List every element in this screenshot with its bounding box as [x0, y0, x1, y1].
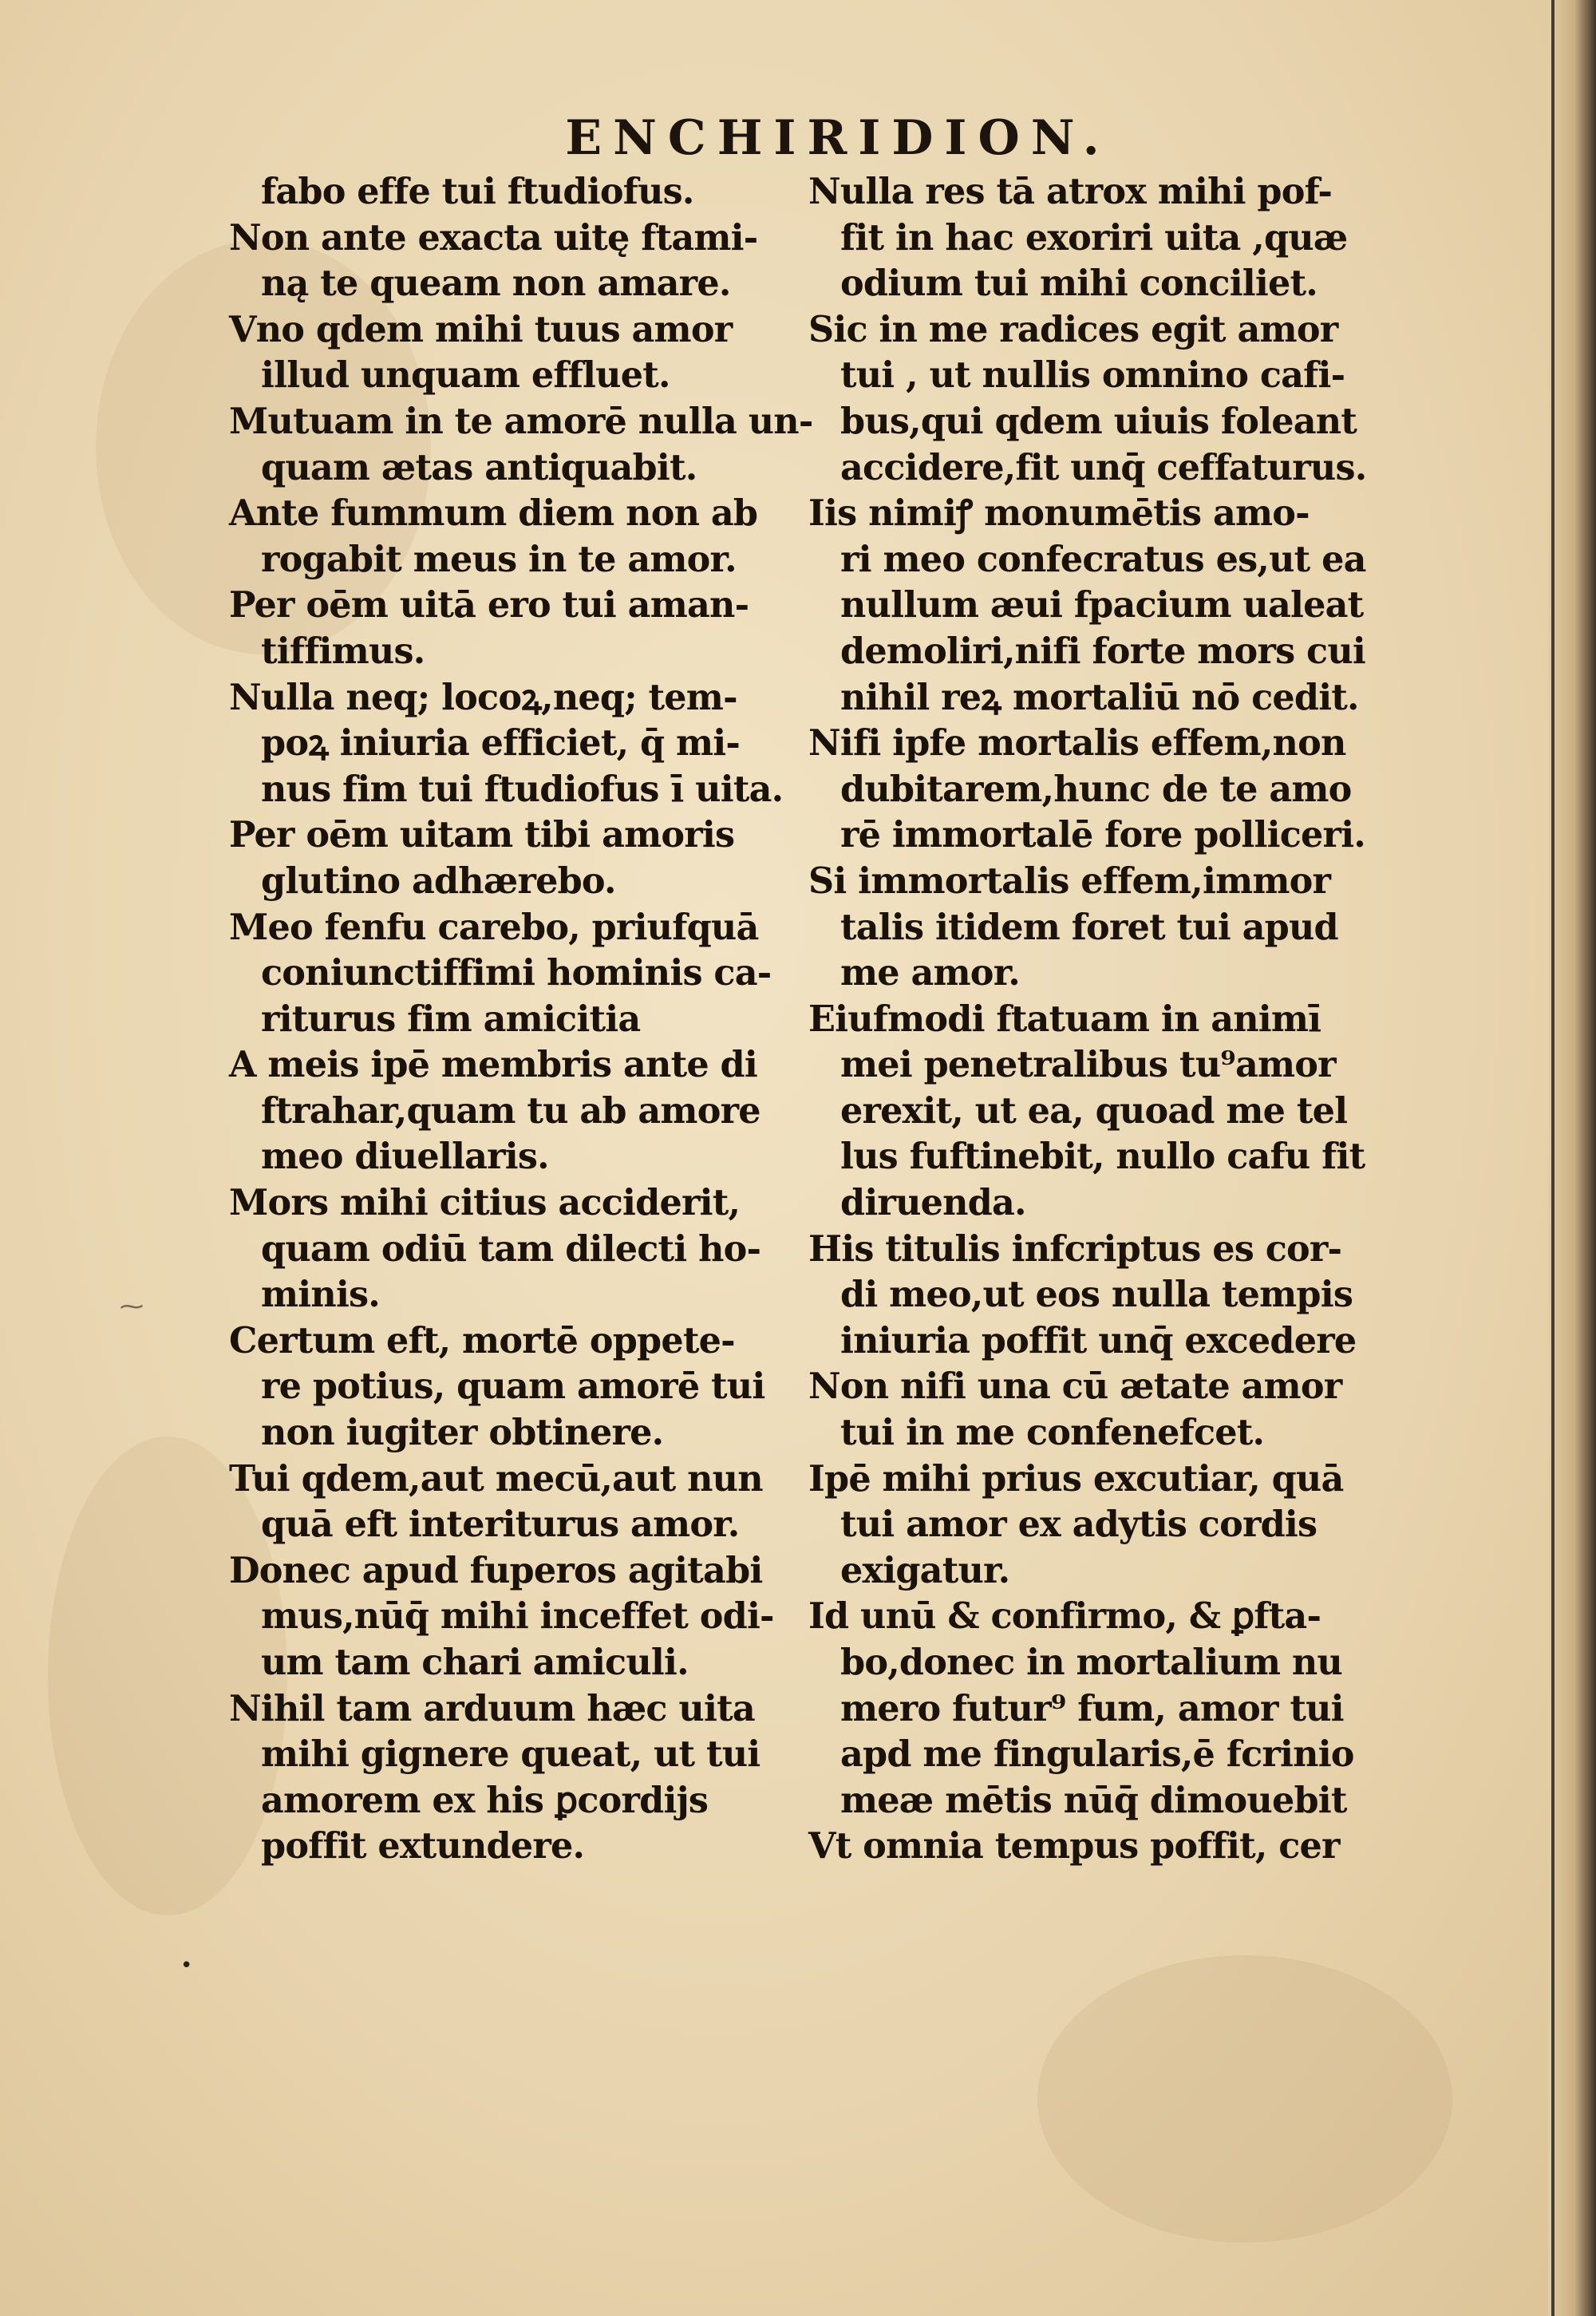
text-line: Vno qdem mihi tuus amor	[229, 308, 733, 350]
text-line: bo,donec in mortalium nu	[840, 1642, 1342, 1683]
page-gutter-edge	[1548, 0, 1596, 2316]
text-line: Ante fummum diem non ab	[229, 492, 758, 535]
text-line: mus,nūq̄ mihi inceffet odi-	[261, 1595, 774, 1638]
text-line: Donec apud fuperos agitabi	[229, 1549, 763, 1591]
text-line: glutino adhærebo.	[261, 860, 616, 902]
text-line: Nulla res tā atrox mihi pof-	[808, 171, 1333, 212]
text-line: mei penetralibus tu⁹amor	[840, 1044, 1336, 1086]
text-line: His titulis infcriptus es cor-	[808, 1227, 1342, 1270]
text-line: demoliri,nifi forte mors cui	[840, 630, 1365, 672]
text-line: non iugiter obtinere.	[261, 1412, 664, 1454]
text-line: tui in me confenefcet.	[840, 1412, 1265, 1454]
text-line: iniuria poffit unq̄ excedere	[840, 1319, 1357, 1362]
text-line: diruenda.	[840, 1182, 1026, 1224]
text-line: odium tui mihi conciliet.	[840, 263, 1317, 305]
text-line: Non nifi una cū ætate amor	[808, 1365, 1342, 1408]
text-line: tui , ut nullis omnino cafi-	[840, 354, 1345, 397]
text-line: talis itidem foret tui apud	[840, 906, 1338, 948]
right-text-column	[808, 169, 1383, 1870]
text-line: illud unquam effluet.	[261, 354, 670, 397]
text-line: Tui qdem,aut mecū,aut nun	[229, 1457, 763, 1500]
text-line: Si immortalis effem,immor	[808, 860, 1331, 902]
text-line: mihi gignere queat, ut tui	[261, 1733, 760, 1776]
text-line: nus fim tui ftudiofus ī uita.	[261, 768, 784, 810]
text-line: ną te queam non amare.	[261, 263, 731, 305]
text-line: riturus fim amicitia	[261, 998, 641, 1040]
text-line: poꝝ iniuria efficiet, q̄ mi-	[261, 722, 741, 765]
running-header: ENCHIRIDION.	[565, 110, 1111, 166]
text-line: quā eft interiturus amor.	[261, 1504, 740, 1546]
text-line: Per oēm uitam tibi amoris	[229, 814, 735, 856]
text-line: ftrahar,quam tu ab amore	[261, 1089, 760, 1132]
text-line: bus,qui qdem uiuis foleant	[840, 400, 1357, 442]
text-line: Certum eft, mortē oppete-	[229, 1319, 735, 1362]
text-line: me amor.	[840, 952, 1020, 994]
text-line: Ipē mihi prius excutiar, quā	[808, 1457, 1344, 1500]
text-line: di meo,ut eos nulla tempis	[840, 1274, 1353, 1316]
page-edge-line	[1551, 0, 1555, 2316]
paper-stain	[1037, 1955, 1452, 2243]
text-line: tiffimus.	[261, 630, 425, 672]
text-line: Mors mihi citius acciderit,	[229, 1182, 741, 1224]
text-line: mero futur⁹ fum, amor tui	[840, 1687, 1344, 1729]
text-line: Nifi ipfe mortalis effem,non	[808, 722, 1346, 765]
text-line: tui amor ex adytis cordis	[840, 1504, 1317, 1546]
text-line: Nihil tam arduum hæc uita	[229, 1687, 755, 1729]
text-line: dubitarem,hunc de te amo	[840, 768, 1352, 810]
text-line: Per oēm uitā ero tui aman-	[229, 584, 749, 626]
text-line: fabo effe tui ftudiofus.	[261, 171, 694, 212]
text-line: rogabit meus in te amor.	[261, 538, 737, 580]
text-line: Id unū & confirmo, & ꝑfta-	[808, 1595, 1321, 1638]
text-line: meæ mētis nūq̄ dimouebit	[840, 1779, 1347, 1821]
text-line: Mutuam in te amorē nulla un-	[229, 400, 813, 442]
text-line: Meo fenfu carebo, priufquā	[229, 906, 759, 948]
margin-flourish: ⁓	[120, 1293, 144, 1321]
left-text-column	[229, 169, 813, 1870]
text-line: amorem ex his ꝑcordijs	[261, 1779, 709, 1821]
text-line: nihil reꝝ mortaliū nō cedit.	[840, 676, 1359, 718]
text-line: ri meo confecratus es,ut ea	[840, 538, 1366, 580]
text-line: Sic in me radices egit amor	[808, 308, 1338, 350]
text-line: apd me fingularis,ē fcrinio	[840, 1733, 1354, 1776]
text-line: Eiufmodi ftatuam in animī	[808, 998, 1321, 1040]
text-line: erexit, ut ea, quoad me tel	[840, 1089, 1348, 1132]
text-line: Nulla neq; locoꝝ,neq; tem-	[229, 676, 737, 718]
text-line: quam odiū tam dilecti ho-	[261, 1227, 761, 1270]
text-line: nullum æui fpacium ualeat	[840, 584, 1364, 626]
text-line: um tam chari amiculi.	[261, 1642, 689, 1683]
text-line: A meis ipē membris ante di	[229, 1044, 757, 1086]
text-line: coniunctiffimi hominis ca-	[261, 952, 772, 994]
text-line: minis.	[261, 1274, 380, 1316]
text-line: poffit extundere.	[261, 1825, 585, 1867]
text-line: accidere,fit unq̄ ceffaturus.	[840, 446, 1367, 488]
margin-bullet: •	[180, 1954, 193, 1978]
text-line: exigatur.	[840, 1549, 1010, 1591]
text-line: re potius, quam amorē tui	[261, 1365, 765, 1408]
text-line: lus fuftinebit, nullo cafu fit	[840, 1136, 1365, 1178]
text-line: Vt omnia tempus poffit, cer	[808, 1825, 1340, 1867]
text-line: meo diuellaris.	[261, 1136, 549, 1178]
text-line: Iis nimiꝭ monumētis amo-	[808, 492, 1310, 535]
text-line: Non ante exacta uitę ftami-	[229, 216, 758, 259]
text-line: quam ætas antiquabit.	[261, 446, 697, 488]
text-line: fit in hac exoriri uita ,quæ	[840, 216, 1348, 259]
text-line: rē immortalē fore polliceri.	[840, 814, 1365, 856]
